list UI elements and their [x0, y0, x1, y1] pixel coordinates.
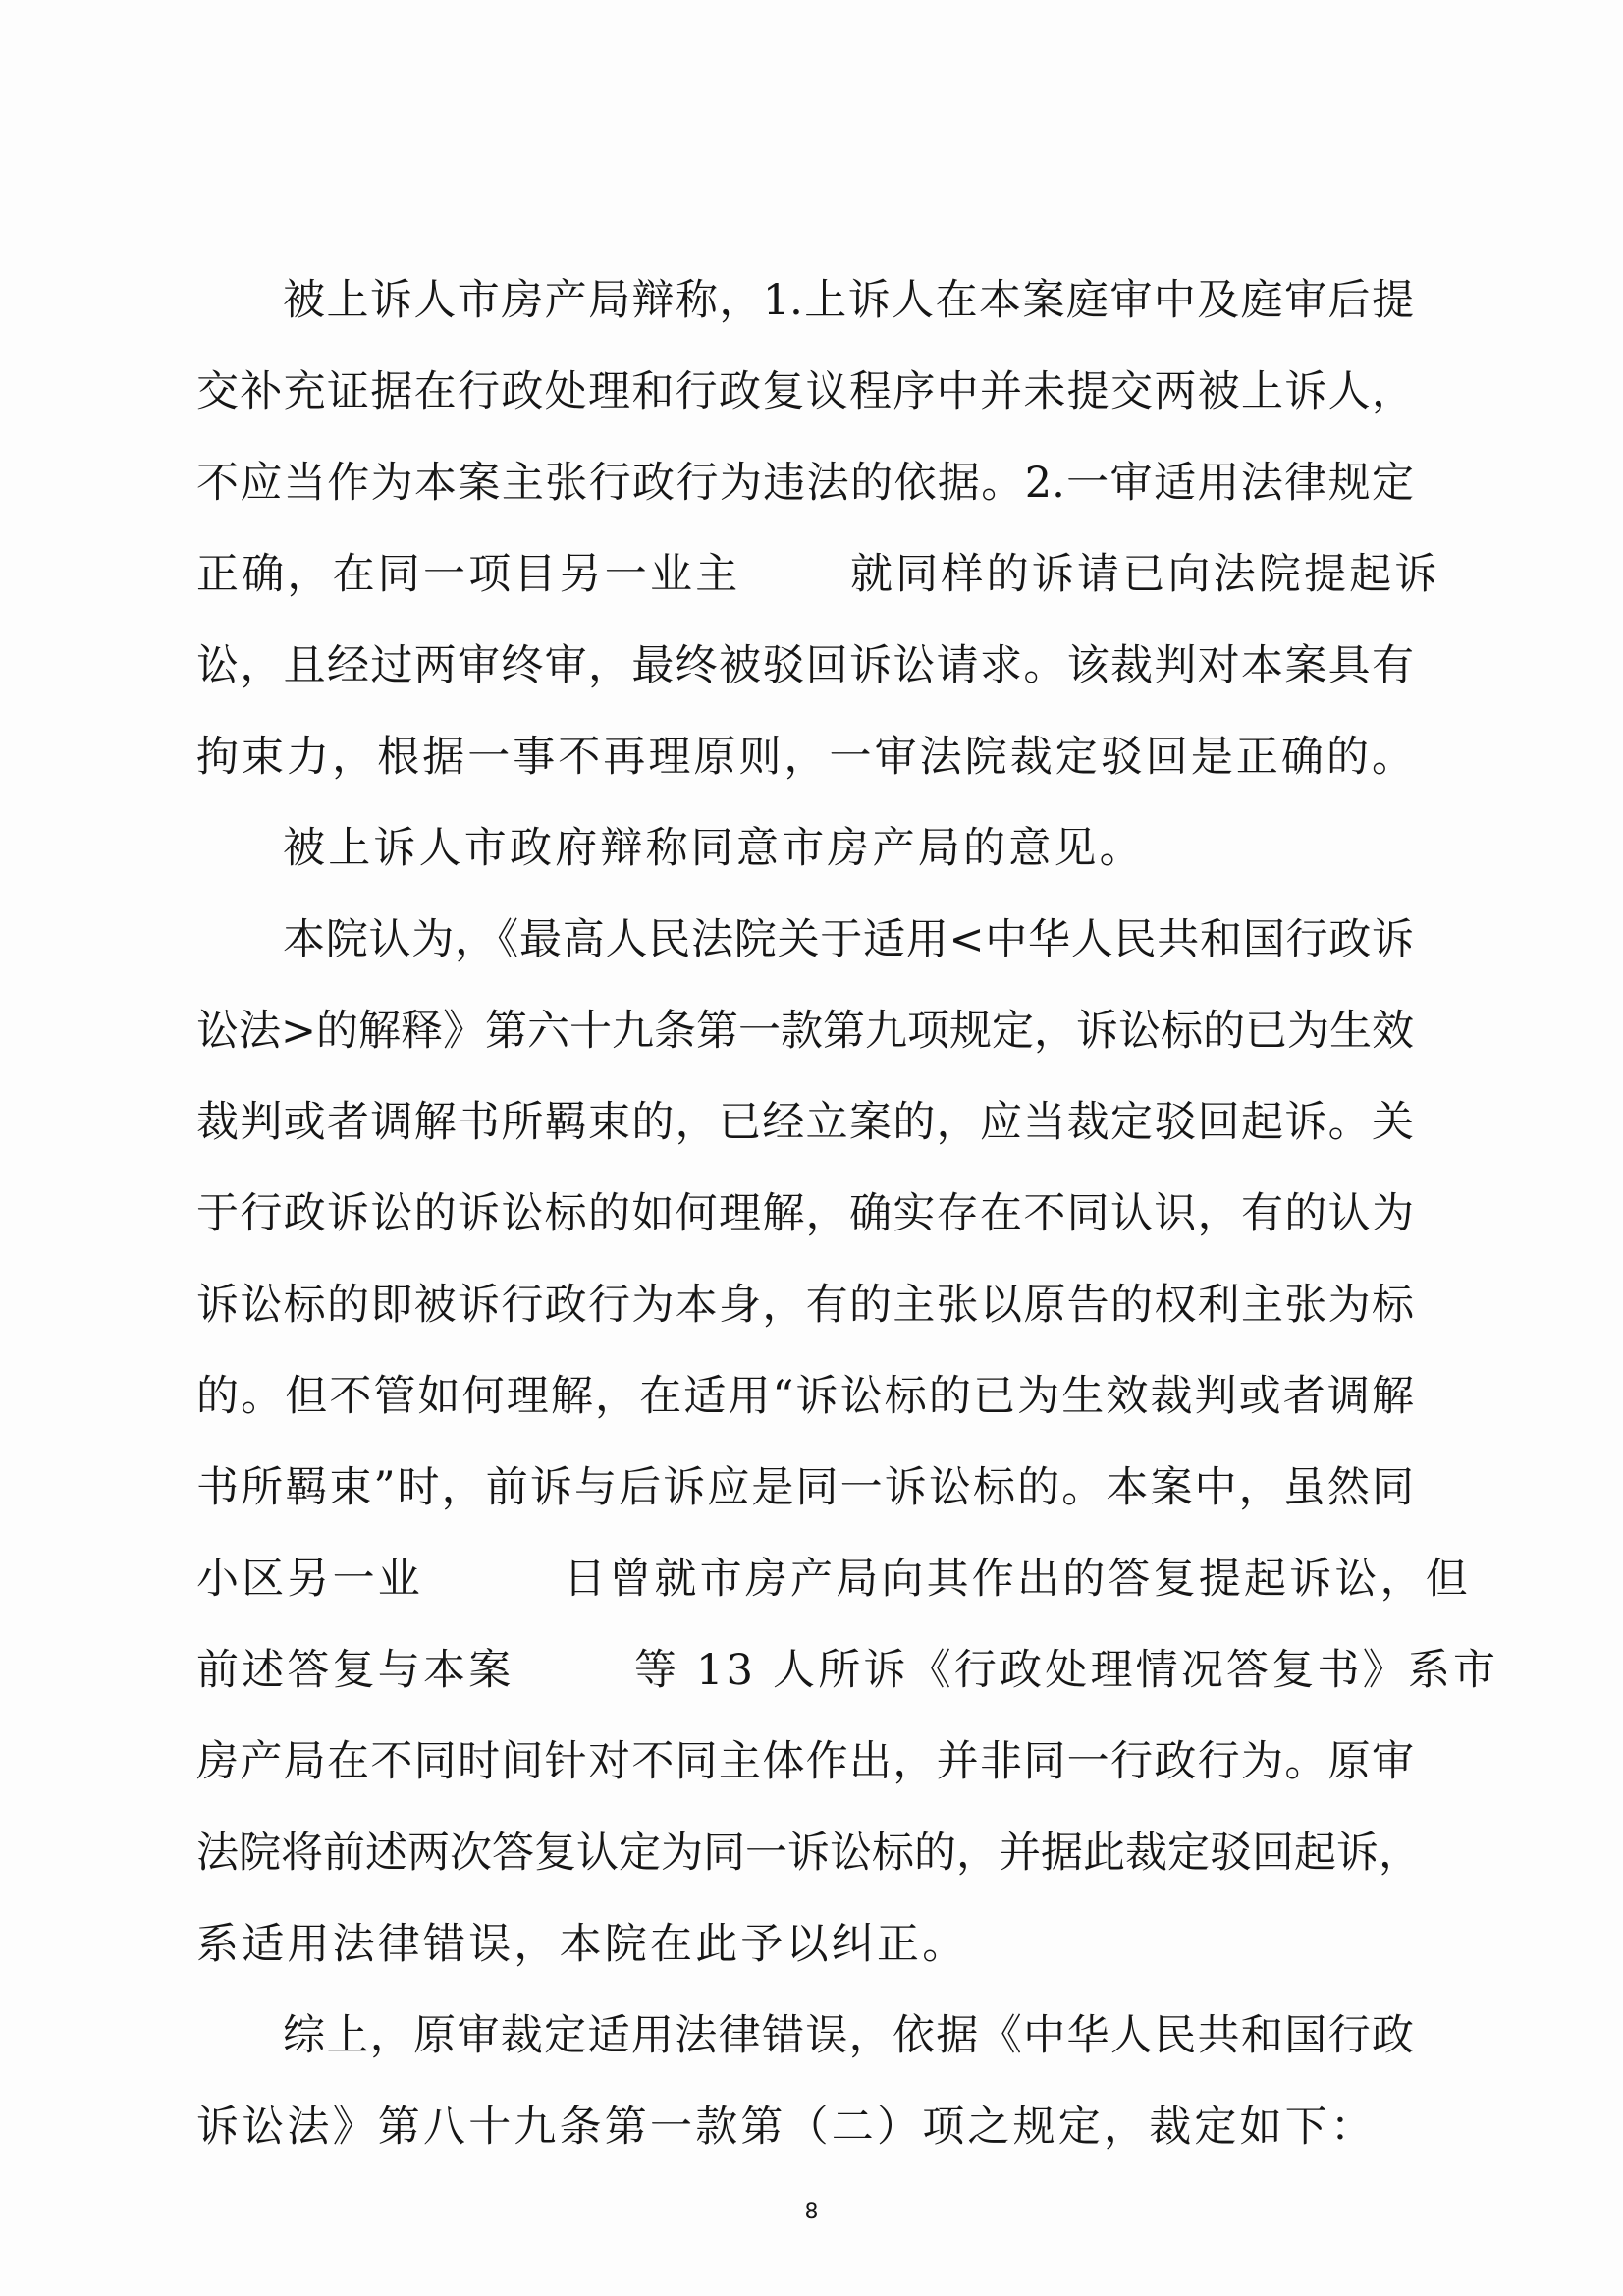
paragraph-3-line-6: 的。但不管如何理解，在适用“诉讼标的已为生效裁判或者调解 [196, 1372, 1414, 1421]
paragraph-1-line-1: 被上诉人市房产局辩称，1.上诉人在本案庭审中及庭审后提 [283, 276, 1414, 325]
paragraph-3-line-1: 本院认为，《最高人民法院关于适用<中华人民共和国行政诉 [283, 915, 1414, 964]
paragraph-3-line-3: 裁判或者调解书所羁束的，已经立案的，应当裁定驳回起诉。关 [196, 1098, 1414, 1147]
paragraph-3-line-8-left: 小区另一业 [196, 1555, 423, 1604]
paragraph-3-line-5: 诉讼标的即被诉行政行为本身，有的主张以原告的权利主张为标 [196, 1281, 1414, 1330]
paragraph-3-line-7: 书所羁束”时，前诉与后诉应是同一诉讼标的。本案中，虽然同 [196, 1463, 1414, 1512]
paragraph-3-line-8-right: 日曾就市房产局向其作出的答复提起诉讼，但 [564, 1555, 1471, 1604]
paragraph-1-line-6: 拘束力，根据一事不再理原则，一审法院裁定驳回是正确的。 [196, 733, 1414, 782]
paragraph-4-line-1: 综上，原审裁定适用法律错误，依据《中华人民共和国行政 [283, 2011, 1414, 2060]
paragraph-3-line-4: 于行政诉讼的诉讼标的如何理解，确实存在不同认识，有的认为 [196, 1189, 1414, 1238]
paragraph-2-line-1: 被上诉人市政府辩称同意市房产局的意见。 [283, 824, 1145, 873]
paragraph-1-line-2: 交补充证据在行政处理和行政复议程序中并未提交两被上诉人， [196, 367, 1414, 416]
paragraph-3-line-12: 系适用法律错误，本院在此予以纠正。 [196, 1920, 968, 1969]
paragraph-1-line-5: 讼，且经过两审终审，最终被驳回诉讼请求。该裁判对本案具有 [196, 641, 1414, 690]
paragraph-1-line-3: 不应当作为本案主张行政行为违法的依据。2.一审适用法律规定 [196, 459, 1414, 508]
paragraph-3-line-9-right: 等 13 人所诉《行政处理情况答复书》系市 [634, 1646, 1499, 1695]
paragraph-1-line-4-left: 正确，在同一项目另一业主 [196, 550, 741, 599]
paragraph-1-line-4-right: 就同样的诉请已向法院提起诉 [850, 550, 1440, 599]
paragraph-3-line-2: 讼法>的解释》第六十九条第一款第九项规定，诉讼标的已为生效 [196, 1007, 1415, 1056]
paragraph-3-line-11: 法院将前述两次答复认定为同一诉讼标的，并据此裁定驳回起诉， [196, 1829, 1421, 1878]
page-number: 8 [804, 2200, 819, 2224]
paragraph-3-line-9-left: 前述答复与本案 [196, 1646, 514, 1695]
paragraph-3-line-10: 房产局在不同时间针对不同主体作出，并非同一行政行为。原审 [196, 1737, 1414, 1786]
paragraph-4-line-2: 诉讼法》第八十九条第一款第（二）项之规定，裁定如下： [196, 2103, 1377, 2152]
